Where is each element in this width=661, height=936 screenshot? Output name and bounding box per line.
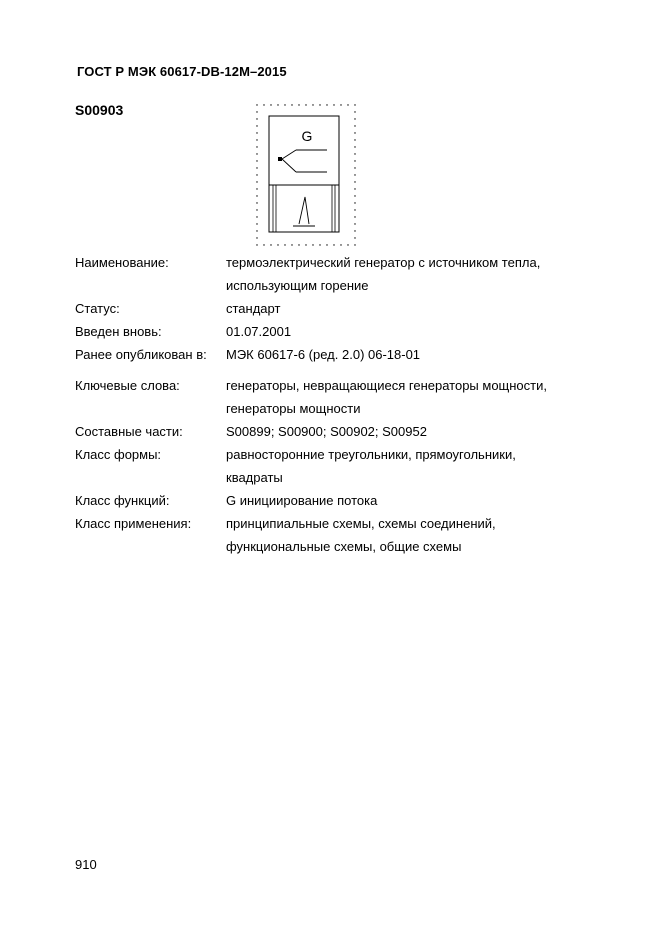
grid-dot — [256, 195, 257, 196]
grid-dot — [305, 104, 306, 105]
property-label: Статус: — [75, 301, 120, 316]
grid-dot — [354, 132, 355, 133]
grid-dot — [284, 104, 285, 105]
grid-dot — [326, 104, 327, 105]
grid-dot — [298, 244, 299, 245]
thermoelectric-generator-symbol — [252, 100, 360, 248]
property-value-line: термоэлектрический генератор с источником тепла, — [226, 255, 541, 270]
grid-dot — [256, 146, 257, 147]
grid-dot — [256, 174, 257, 175]
property-value-line: равносторонние треугольники, прямоугольники, — [226, 447, 516, 462]
property-value — [226, 374, 595, 420]
property-row — [75, 489, 595, 512]
property-value-line: МЭК 60617-6 (ред. 2.0) 06-18-01 — [226, 347, 421, 362]
grid-dot — [256, 181, 257, 182]
grid-dot — [256, 104, 257, 105]
property-value-line: стандарт — [226, 301, 281, 316]
grid-dot — [354, 195, 355, 196]
connection-dot — [278, 157, 282, 161]
property-value — [226, 512, 595, 558]
property-value — [226, 343, 595, 366]
grid-dot — [354, 209, 355, 210]
thermocouple-lower-lead — [282, 159, 296, 172]
grid-dot — [256, 209, 257, 210]
grid-dot — [354, 230, 355, 231]
document-header: ГОСТ Р МЭК 60617-DB-12M–2015 — [77, 64, 287, 79]
property-row — [75, 251, 595, 297]
grid-dot — [270, 244, 271, 245]
grid-dot — [312, 244, 313, 245]
grid-dot — [256, 132, 257, 133]
grid-dot — [354, 125, 355, 126]
page-number: 910 — [75, 857, 97, 872]
grid-dot — [354, 216, 355, 217]
grid-dot — [354, 202, 355, 203]
grid-dot — [256, 160, 257, 161]
property-label: Наименование: — [75, 255, 169, 270]
property-label: Класс функций: — [75, 493, 170, 508]
section-spacer — [75, 366, 595, 374]
grid-dot — [256, 167, 257, 168]
grid-dot — [340, 104, 341, 105]
grid-dot — [256, 153, 257, 154]
grid-dot — [319, 244, 320, 245]
grid-dot — [354, 223, 355, 224]
grid-dot — [277, 244, 278, 245]
flame-icon — [299, 197, 309, 224]
grid-dot — [333, 104, 334, 105]
property-value — [226, 443, 595, 489]
grid-dot — [354, 174, 355, 175]
property-value-line: G инициирование потока — [226, 493, 378, 508]
grid-dot — [305, 244, 306, 245]
grid-dot — [354, 181, 355, 182]
property-row — [75, 320, 595, 343]
property-value-line: квадраты — [226, 470, 283, 485]
property-row — [75, 343, 595, 366]
property-value-line: функциональные схемы, общие схемы — [226, 539, 462, 554]
property-row — [75, 374, 595, 420]
grid-dots — [256, 104, 355, 245]
property-value — [226, 297, 595, 320]
grid-dot — [319, 104, 320, 105]
grid-dot — [354, 139, 355, 140]
property-value-line: использующим горение — [226, 278, 369, 293]
property-row — [75, 512, 595, 558]
grid-dot — [354, 104, 355, 105]
property-value — [226, 489, 595, 512]
grid-dot — [340, 244, 341, 245]
property-row — [75, 443, 595, 489]
grid-dot — [256, 111, 257, 112]
property-row — [75, 420, 595, 443]
grid-dot — [256, 125, 257, 126]
grid-dot — [354, 111, 355, 112]
grid-dot — [326, 244, 327, 245]
thermocouple-upper-lead — [282, 150, 296, 159]
grid-dot — [291, 104, 292, 105]
property-value-line: принципиальные схемы, схемы соединений, — [226, 516, 496, 531]
grid-dot — [354, 188, 355, 189]
grid-dot — [256, 139, 257, 140]
grid-dot — [277, 104, 278, 105]
grid-dot — [284, 244, 285, 245]
property-value — [226, 420, 595, 443]
grid-dot — [354, 244, 355, 245]
property-label: Ключевые слова: — [75, 378, 180, 393]
symbol-letter: G — [301, 128, 313, 144]
grid-dot — [347, 104, 348, 105]
grid-dot — [354, 118, 355, 119]
grid-dot — [263, 244, 264, 245]
property-label: Ранее опубликован в: — [75, 347, 207, 362]
property-label: Класс формы: — [75, 447, 162, 462]
grid-dot — [256, 237, 257, 238]
grid-dot — [256, 188, 257, 189]
property-value — [226, 320, 595, 343]
grid-dot — [256, 244, 257, 245]
grid-dot — [354, 153, 355, 154]
grid-dot — [256, 216, 257, 217]
property-value-line: S00899; S00900; S00902; S00952 — [226, 424, 427, 439]
grid-dot — [270, 104, 271, 105]
grid-dot — [256, 202, 257, 203]
symbol-code: S00903 — [75, 102, 124, 118]
properties-list — [75, 251, 595, 558]
grid-dot — [291, 244, 292, 245]
grid-dot — [256, 118, 257, 119]
property-value-line: генераторы мощности — [226, 401, 361, 416]
grid-dot — [263, 104, 264, 105]
grid-dot — [354, 160, 355, 161]
grid-dot — [354, 237, 355, 238]
grid-dot — [256, 230, 257, 231]
grid-dot — [312, 104, 313, 105]
property-value-line: генераторы, невращающиеся генераторы мощности, — [226, 378, 547, 393]
grid-dot — [298, 104, 299, 105]
grid-dot — [347, 244, 348, 245]
property-row — [75, 297, 595, 320]
property-label: Класс применения: — [75, 516, 192, 531]
grid-dot — [333, 244, 334, 245]
property-value-line: 01.07.2001 — [226, 324, 292, 339]
grid-dot — [354, 146, 355, 147]
property-label: Составные части: — [75, 424, 183, 439]
property-label: Введен вновь: — [75, 324, 162, 339]
grid-dot — [256, 223, 257, 224]
grid-dot — [354, 167, 355, 168]
property-value — [226, 251, 595, 297]
